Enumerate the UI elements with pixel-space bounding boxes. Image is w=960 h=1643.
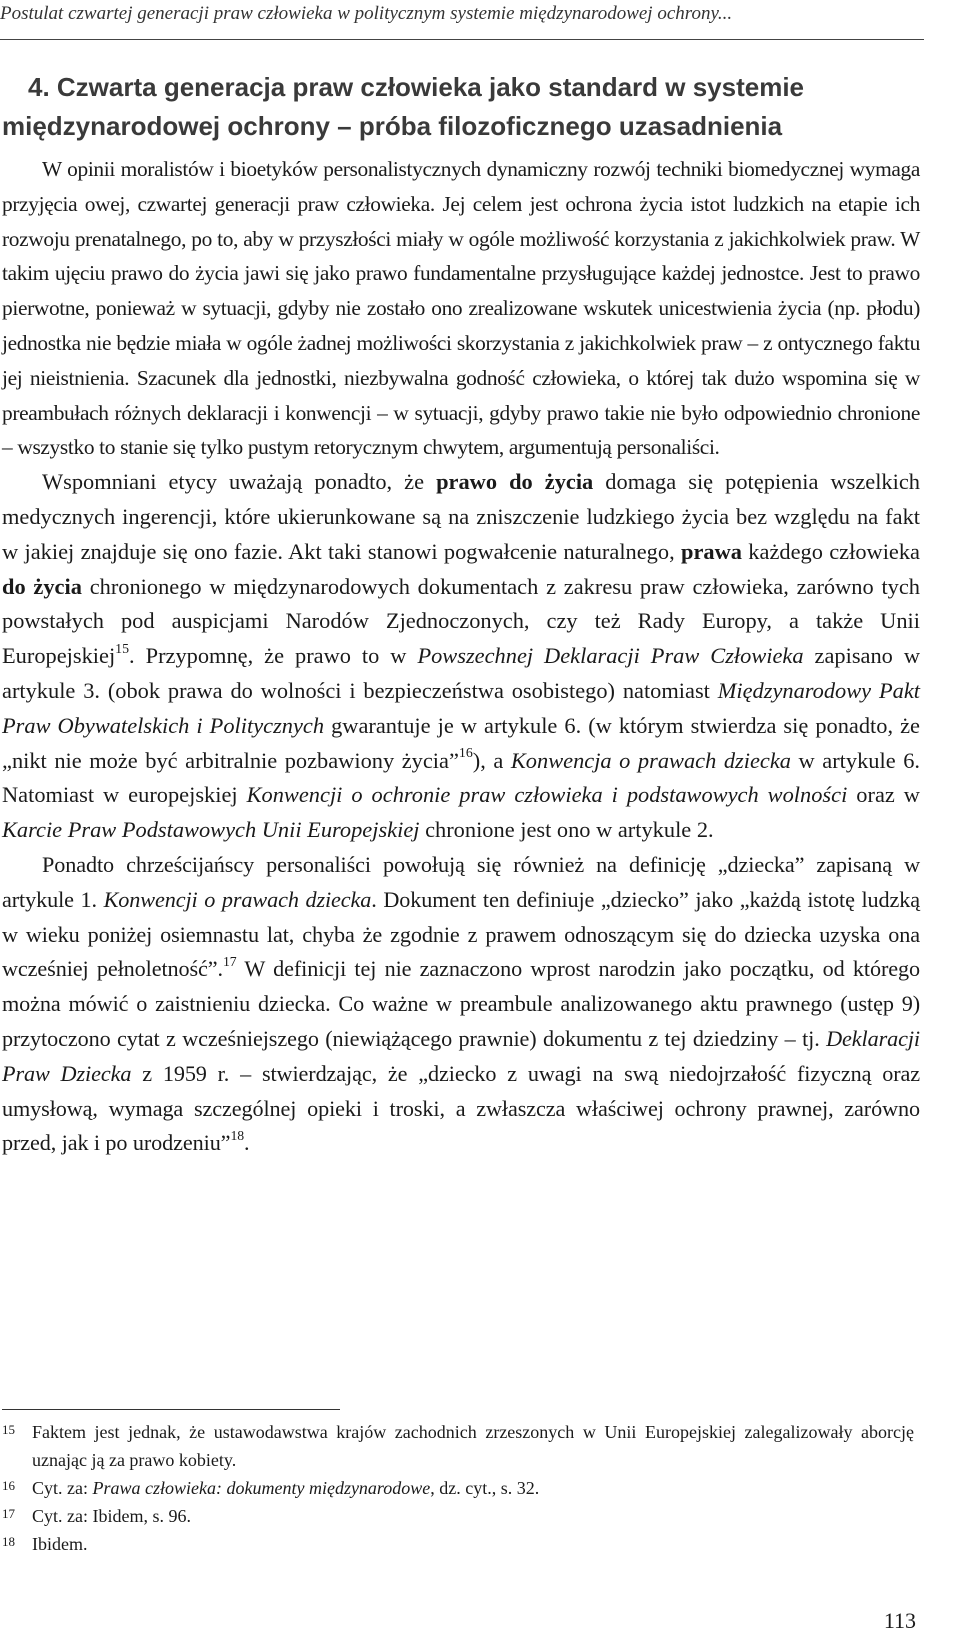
footnote-ref-15[interactable]: 15 xyxy=(115,641,130,657)
text-run: , dz. cyt., s. 32. xyxy=(430,1478,540,1498)
text-run: . Przypomnę, że prawo to w xyxy=(129,643,418,669)
footnote-number: 15 xyxy=(2,1422,15,1437)
footnote-ref-18[interactable]: 18 xyxy=(230,1127,244,1143)
text-run: każdego człowieka xyxy=(741,538,920,564)
footnotes xyxy=(2,1418,914,1558)
text-run: . Dokument ten definiuje „dziecko” jako „każdą istotę ludzką w wieku poniżej osiemnastu lat, chyba że zgodnie z prawem odnoszącym się do dziecka uzyska ona wcześniej pełnoletność”. xyxy=(2,886,921,982)
footnote-ref-17[interactable]: 17 xyxy=(222,953,237,969)
footnote-text: Ibidem. xyxy=(32,1534,88,1554)
italic-title: Powszechnej Deklaracji Praw Człowieka xyxy=(417,643,804,669)
text-run: Cyt. za: xyxy=(32,1478,93,1498)
text-run: Ponadto chrześcijańscy personaliści powołują się również na definicję „dziecka” zapisaną w artykule 1. xyxy=(2,851,920,912)
running-head: Postulat czwartej generacji praw człowieka w politycznym systemie międzynarodowej ochrony... xyxy=(0,3,733,24)
bold-term: prawo do życia xyxy=(436,469,594,495)
text-run: z 1959 r. – stwierdzając, że „dziecko z uwagi na swą niedojrzałość fizyczną oraz umysłową, wymaga szczególnej opieki i troski, a zwłaszcza właściwej ochrony prawnej, zarówno przed, jak i po urodzeniu” xyxy=(2,1060,920,1156)
bold-term: do życia xyxy=(2,573,82,599)
section-heading-line-1: 4. Czwarta generacja praw człowieka jako standard w systemie xyxy=(28,72,805,102)
text-run: ), a xyxy=(472,747,511,773)
text-run: zapisano w artykule 3. (obok prawa do wolności i bezpieczeństwa osobistego) natomiast xyxy=(2,643,920,703)
italic-title: Deklaracji Praw Dziecka xyxy=(2,1025,920,1086)
section-heading-line-2: międzynarodowej ochrony – próba filozoficznego uzasadnienia xyxy=(2,111,783,141)
page-number: 113 xyxy=(883,1608,916,1633)
italic-title: Konwencji o ochronie praw człowieka i podstawowych wolności xyxy=(246,782,848,808)
footnote-rule xyxy=(2,1409,340,1410)
paragraph-2 xyxy=(2,465,920,848)
footnote-ref-16[interactable]: 16 xyxy=(458,746,473,761)
footnote-number: 17 xyxy=(2,1506,15,1521)
footnote-15 xyxy=(2,1418,914,1474)
footnote-17 xyxy=(2,1502,914,1530)
text-run: Wspomniani etycy uważają ponadto, że xyxy=(42,469,437,495)
paragraph-1: W opinii moralistów i bioetyków personalistycznych dynamiczny rozwój techniki biomedycznej wymaga przyjęcia owej, czwartej generacji praw człowieka. Jej celem jest ochrona życia istot ludzkich na etapie ich rozwoju prenatalnego, po to, aby w przyszłości miały w ogóle możliwość korzystania z jakichkolwiek praw. W takim ujęciu prawo do życia jawi się jako prawo fundamentalne przysługujące każdej jednostce. Jest to prawo pierwotne, ponieważ w sytuacji, gdyby nie zostało ono zrealizowane wskutek unicestwienia życia (np. płodu) jednostka nie będzie miała w ogóle żadnej możliwości skorzystania z jakichkolwiek praw – z ontycznego faktu jej nieistnienia. Szacunek dla jednostki, niezbywalna godność człowieka, o której tak dużo wspomina się w preambułach różnych deklaracji i konwencji – w sytuacji, gdyby prawo takie nie było odpowiednio chronione – wszystko to stanie się tylko pustym retorycznym chwytem, argumentują personaliści. xyxy=(2,157,920,460)
italic-title: Międzynarodowy Pakt Praw Obywatelskich i Politycznych xyxy=(2,677,920,738)
italic-title: Prawa człowieka: dokumenty międzynarodowe xyxy=(92,1478,431,1498)
italic-title: Konwencja o prawach dziecka xyxy=(510,747,791,773)
paragraph-3 xyxy=(2,848,920,1161)
footnote-16 xyxy=(2,1474,914,1502)
italic-title: Konwencji o prawach dziecka xyxy=(103,886,372,912)
text-run: W definicji tej nie zaznaczono wprost narodzin jako początku, od którego można mówić o zaistnieniu dziecka. Co ważne w preambule analizowanego aktu prawnego (ustęp 9) przytoczono cytat z wcześniejszego (niewiążącego prawnie) dokumentu z tej dziedziny – tj. xyxy=(2,956,920,1051)
text-run: oraz w xyxy=(847,782,920,808)
bold-term: prawa xyxy=(681,538,742,564)
footnote-text: Faktem jest jednak, że ustawodawstwa krajów zachodnich zrzeszonych w Unii Europejskiej zalegalizowały aborcję uznając ją za prawo kobiety. xyxy=(32,1422,914,1470)
main-text xyxy=(2,68,920,1161)
footnote-18 xyxy=(2,1530,914,1558)
italic-title: Karcie Praw Podstawowych Unii Europejskiej xyxy=(2,817,420,843)
text-run: gwarantuje je w artykule 6. (w którym stwierdza się ponadto, że „nikt nie może być arbitralnie pozbawiony życia” xyxy=(2,712,920,773)
text-run: chronione jest ono w artykule 2. xyxy=(419,817,714,843)
section-heading xyxy=(2,68,920,146)
text-run: chronionego w międzynarodowych dokumentach z zakresu praw człowieka, zarówno tych powstałych pod auspicjami Narodów Zjednoczonych, czy też Rady Europy, a także Unii Europejskiej xyxy=(2,573,920,669)
text-run: w artykule 6. Natomiast w europejskiej xyxy=(2,747,920,808)
header-rule xyxy=(0,39,924,40)
footnote-number: 16 xyxy=(2,1478,15,1493)
footnote-text: Cyt. za: Ibidem, s. 96. xyxy=(32,1506,191,1526)
text-run: domaga się potępienia wszelkich medycznych ingerencji, które ukierunkowane są na zniszczenie ludzkiego życia bez względu na fakt w jakiej znajduje się ono fazie. Akt taki stanowi pogwałcenie naturalnego, xyxy=(2,469,920,564)
footnote-text xyxy=(32,1474,914,1502)
footnote-number: 18 xyxy=(2,1534,15,1549)
text-run: . xyxy=(244,1130,250,1156)
